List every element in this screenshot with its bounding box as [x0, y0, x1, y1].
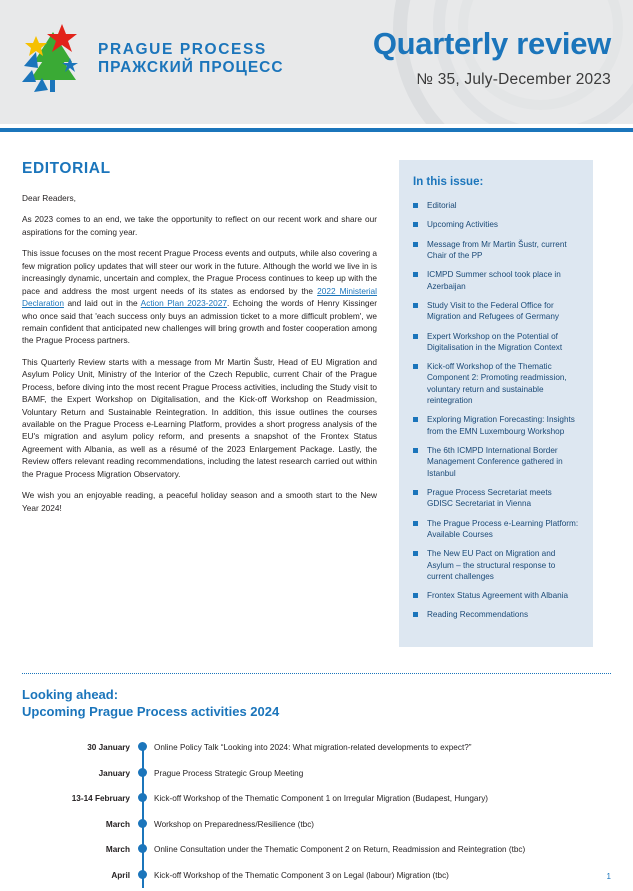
list-item-label: ICMPD Summer school took place in Azerbaijan	[427, 270, 561, 291]
timeline-dot-icon	[130, 844, 154, 853]
square-bullet-icon	[413, 303, 418, 308]
square-bullet-icon	[413, 417, 418, 422]
in-this-issue-column	[399, 160, 593, 647]
editorial-column	[22, 160, 377, 647]
list-item[interactable]	[413, 239, 579, 262]
list-item-label: Frontex Status Agreement with Albania	[427, 591, 569, 601]
list-item-label: Message from Mr Martin Šustr, current Chair of the PP	[427, 239, 567, 260]
editorial-body	[22, 192, 377, 514]
header-divider	[0, 128, 633, 132]
editorial-paragraph-3-text-c: . Echoing the words of Henry Kissinger who once said that 'each success only buys an admission ticket to a more difficult problem', we remain confident that anticipated new challenges will bring growth and foster cooperation among the Prague Process partners.	[22, 298, 377, 346]
timeline-date: March	[105, 819, 130, 829]
timeline-row	[22, 845, 611, 856]
prague-process-logo	[22, 22, 284, 96]
list-item-label: The 6th ICMPD International Border Management Conference gathered in Istanbul	[427, 446, 563, 478]
square-bullet-icon	[413, 551, 418, 556]
publication-title-block	[373, 28, 611, 89]
page-header	[0, 0, 633, 124]
timeline-text: Kick-off Workshop of the Thematic Component 3 on Legal (labour) Migration (tbc)	[154, 871, 449, 881]
list-item[interactable]	[413, 200, 579, 211]
editorial-paragraph-1: Dear Readers,	[22, 193, 76, 203]
list-item-label: Kick-off Workshop of the Thematic Component 2: Promoting readmission, voluntary return and sustainable reintegration	[427, 362, 567, 406]
link-action-plan[interactable]: Action Plan 2023-2027	[140, 298, 227, 309]
square-bullet-icon	[413, 490, 418, 495]
timeline-date: April	[111, 871, 130, 881]
list-item[interactable]	[413, 300, 579, 323]
timeline-text: Online Policy Talk “Looking into 2024: What migration-related developments to expect?”	[154, 742, 472, 752]
list-item-label: Upcoming Activities	[427, 220, 498, 230]
square-bullet-icon	[413, 272, 418, 277]
looking-ahead-section	[22, 673, 611, 882]
square-bullet-icon	[413, 593, 418, 598]
square-bullet-icon	[413, 612, 418, 617]
page-number: 1	[606, 872, 611, 881]
timeline-text: Prague Process Strategic Group Meeting	[154, 768, 304, 778]
publication-issue: № 35, July-December 2023	[416, 70, 611, 88]
logo-wordmark	[98, 41, 284, 77]
timeline-dot-icon	[130, 819, 154, 828]
timeline-row	[22, 769, 611, 780]
square-bullet-icon	[413, 203, 418, 208]
publication-title: Quarterly review	[372, 26, 611, 61]
list-item-label: The New EU Pact on Migration and Asylum – the structural response to current challenges	[427, 549, 556, 581]
list-item[interactable]	[413, 590, 579, 601]
timeline-date: 30 January	[87, 742, 130, 752]
timeline-row	[22, 743, 611, 754]
timeline-dot-icon	[130, 870, 154, 879]
list-item-label: The Prague Process e-Learning Platform: Available Courses	[427, 518, 579, 539]
timeline-row	[22, 794, 611, 805]
logo-tree-icon	[22, 22, 84, 96]
timeline-text: Workshop on Preparedness/Resilience (tbc)	[154, 819, 315, 829]
list-item-label: Expert Workshop on the Potential of Digitalisation in the Migration Context	[427, 331, 563, 352]
list-item[interactable]	[413, 331, 579, 354]
looking-ahead-heading	[22, 686, 611, 721]
list-item[interactable]	[413, 219, 579, 230]
list-item[interactable]	[413, 361, 579, 406]
in-this-issue-list	[413, 200, 579, 621]
square-bullet-icon	[413, 222, 418, 227]
list-item[interactable]	[413, 609, 579, 620]
square-bullet-icon	[413, 364, 418, 369]
list-item[interactable]	[413, 518, 579, 541]
list-item-label: Editorial	[427, 201, 457, 210]
timeline-date: January	[98, 768, 130, 778]
list-item-label: Reading Recommendations	[427, 610, 529, 620]
page-content	[0, 160, 633, 882]
editorial-paragraph-3	[22, 247, 377, 347]
looking-ahead-heading-line2: Upcoming Prague Process activities 2024	[22, 704, 280, 720]
timeline-row	[22, 820, 611, 831]
timeline-text: Online Consultation under the Thematic Component 2 on Return, Readmission and Reintegration (tbc)	[154, 845, 526, 855]
list-item-label: Exploring Migration Forecasting: Insights from the EMN Luxembourg Workshop	[427, 415, 575, 436]
list-item[interactable]	[413, 445, 579, 479]
list-item[interactable]	[413, 269, 579, 292]
in-this-issue-heading: In this issue:	[413, 176, 484, 188]
link-ministerial-declaration[interactable]: 2022 Ministerial Declaration	[22, 285, 378, 309]
timeline-date: March	[105, 845, 130, 855]
list-item-label: Study Visit to the Federal Office for Migration and Refugees of Germany	[427, 300, 559, 322]
list-item[interactable]	[413, 414, 579, 437]
timeline-dot-icon	[130, 793, 154, 802]
list-item[interactable]	[413, 548, 579, 582]
editorial-heading: EDITORIAL	[22, 160, 111, 177]
looking-ahead-heading-line1: Looking ahead:	[22, 686, 119, 702]
logo-text-ru: ПРАЖСКИЙ ПРОЦЕСС	[98, 59, 284, 76]
upcoming-activities-timeline	[22, 743, 611, 882]
timeline-dot-icon	[130, 742, 154, 751]
list-item-label: Prague Process Secretariat meets GDISC Secretariat in Vienna	[427, 487, 552, 509]
square-bullet-icon	[413, 334, 418, 339]
editorial-paragraph-4: This Quarterly Review starts with a message from Mr Martin Šustr, Head of EU Migration and Asylum Policy Unit, Ministry of the Interior of the Czech Republic, current Chair of the Prague Process, before diving into the most recent Prague Process activities, including the Study visit to BAMF, the Expert Workshop on Digitalisation, and the Kick-off Workshop on Readmission, Voluntary Return and Sustainable Reintegration. In addition, this issue outlines the courses available on the Prague Process e-Learning Platform, provides a short progress analysis of the EU's migration and asylum policy reform, and presents a snapshot of the Frontex Status Agreement with Albania, as well as a résumé of the 2023 Enlargement Package. Lastly, the Review offers relevant reading recommendations, including the latest research carried out within the Prague Process Migration Observatory.	[22, 356, 377, 479]
timeline-row	[22, 871, 611, 882]
editorial-paragraph-2: As 2023 comes to an end, we take the opportunity to reflect on our recent work and share our aspirations for the coming year.	[22, 214, 377, 237]
square-bullet-icon	[413, 521, 418, 526]
list-item[interactable]	[413, 487, 579, 510]
editorial-paragraph-5: We wish you an enjoyable reading, a peaceful holiday season and a smooth start to the New Year 2024!	[22, 490, 377, 513]
editorial-paragraph-3-text-a: This issue focuses on the most recent Prague Process events and outputs, while also covering a few migration policy updates that will steer our work in the future. Although the world we live in is increasingly dynamic, uncertain and complex, the Prague Process continues to keep up with the pace and address the most urgent needs of its states as endorsed by the	[22, 248, 377, 296]
timeline-date: 13-14 February	[71, 794, 130, 804]
square-bullet-icon	[413, 448, 418, 453]
logo-text-en: PRAGUE PROCESS	[98, 41, 267, 59]
editorial-paragraph-3-text-b: and laid out in the	[63, 298, 141, 309]
square-bullet-icon	[413, 242, 418, 247]
timeline-text: Kick-off Workshop of the Thematic Component 1 on Irregular Migration (Budapest, Hungary)	[154, 794, 489, 804]
in-this-issue-box	[399, 160, 593, 647]
timeline-dot-icon	[130, 768, 154, 777]
